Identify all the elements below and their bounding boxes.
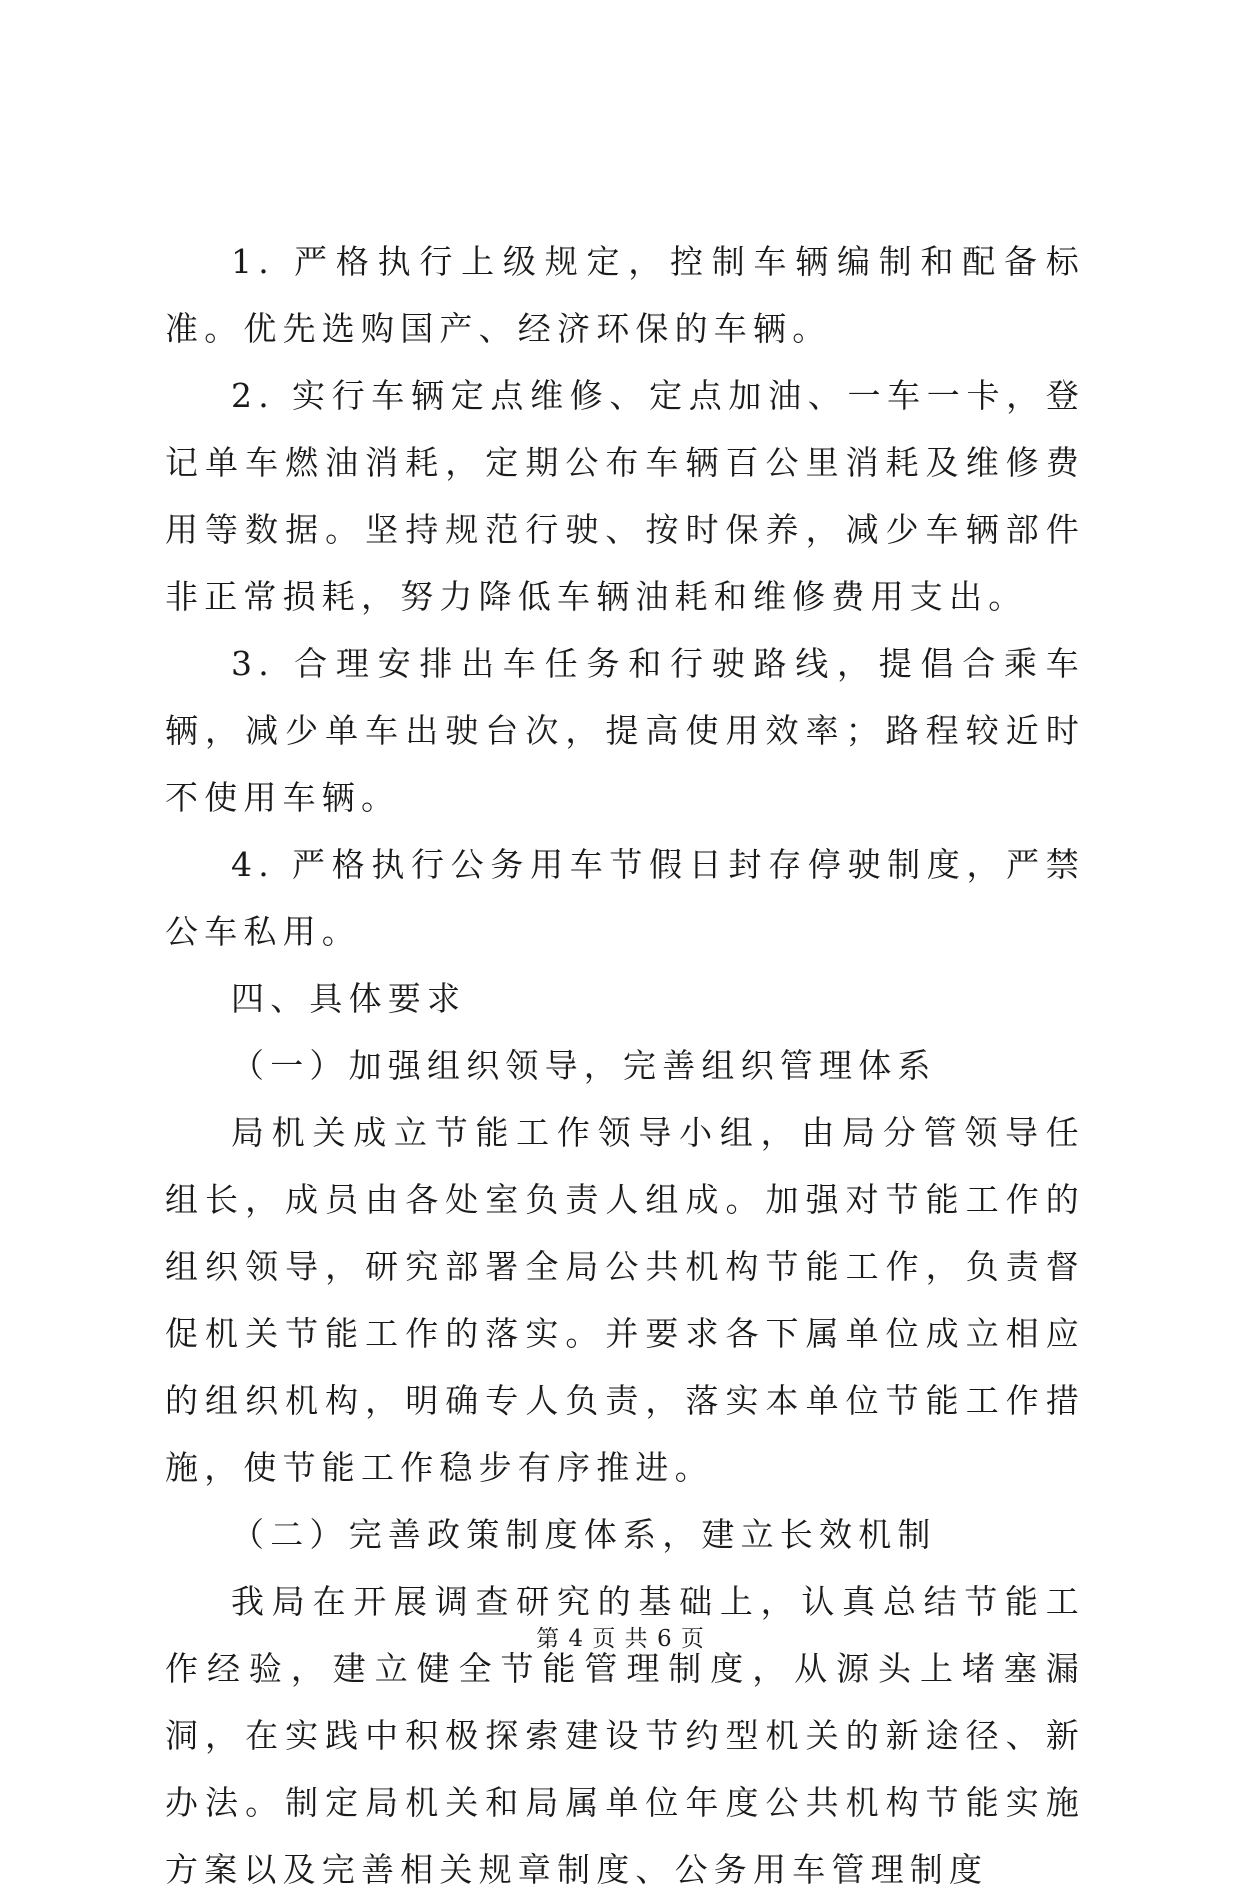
paragraph-item-1: 1. 严格执行上级规定，控制车辆编制和配备标准。优先选购国产、经济环保的车辆。 — [165, 242, 1085, 348]
paragraph-policy: 我局在开展调查研究的基础上，认真总结节能工作经验，建立健全节能管理制度，从源头上堵塞漏洞，在实践中积极探索建设节约型机关的新途径、新办法。制定局机关和局属单位年度公共机构节能实施方案以及完善相关规章制度、公务用车管理制度 — [165, 1582, 1085, 1889]
page-number-label: 第 4 页 共 6 页 — [536, 1626, 705, 1652]
section-heading-requirements: 四、具体要求 — [231, 979, 467, 1018]
page-number-footer — [0, 1620, 1241, 1653]
subheading-organization: （一）加强组织领导，完善组织管理体系 — [231, 1046, 937, 1085]
paragraph-item-2: 2. 实行车辆定点维修、定点加油、一车一卡，登记单车燃油消耗，定期公布车辆百公里消耗及维修费用等数据。坚持规范行驶、按时保养，减少车辆部件非正常损耗，努力降低车辆油耗和维修费用支出。 — [165, 376, 1085, 616]
subheading-policy: （二）完善政策制度体系，建立长效机制 — [231, 1515, 937, 1554]
paragraph-item-4: 4. 严格执行公务用车节假日封存停驶制度，严禁公车私用。 — [165, 845, 1085, 951]
paragraph-item-3: 3. 合理安排出车任务和行驶路线，提倡合乘车辆，减少单车出驶台次，提高使用效率；路程较近时不使用车辆。 — [165, 644, 1085, 817]
paragraph-organization: 局机关成立节能工作领导小组，由局分管领导任组长，成员由各处室负责人组成。加强对节能工作的组织领导，研究部署全局公共机构节能工作，负责督促机关节能工作的落实。并要求各下属单位成立相应的组织机构，明确专人负责，落实本单位节能工作措施，使节能工作稳步有序推进。 — [165, 1113, 1085, 1487]
